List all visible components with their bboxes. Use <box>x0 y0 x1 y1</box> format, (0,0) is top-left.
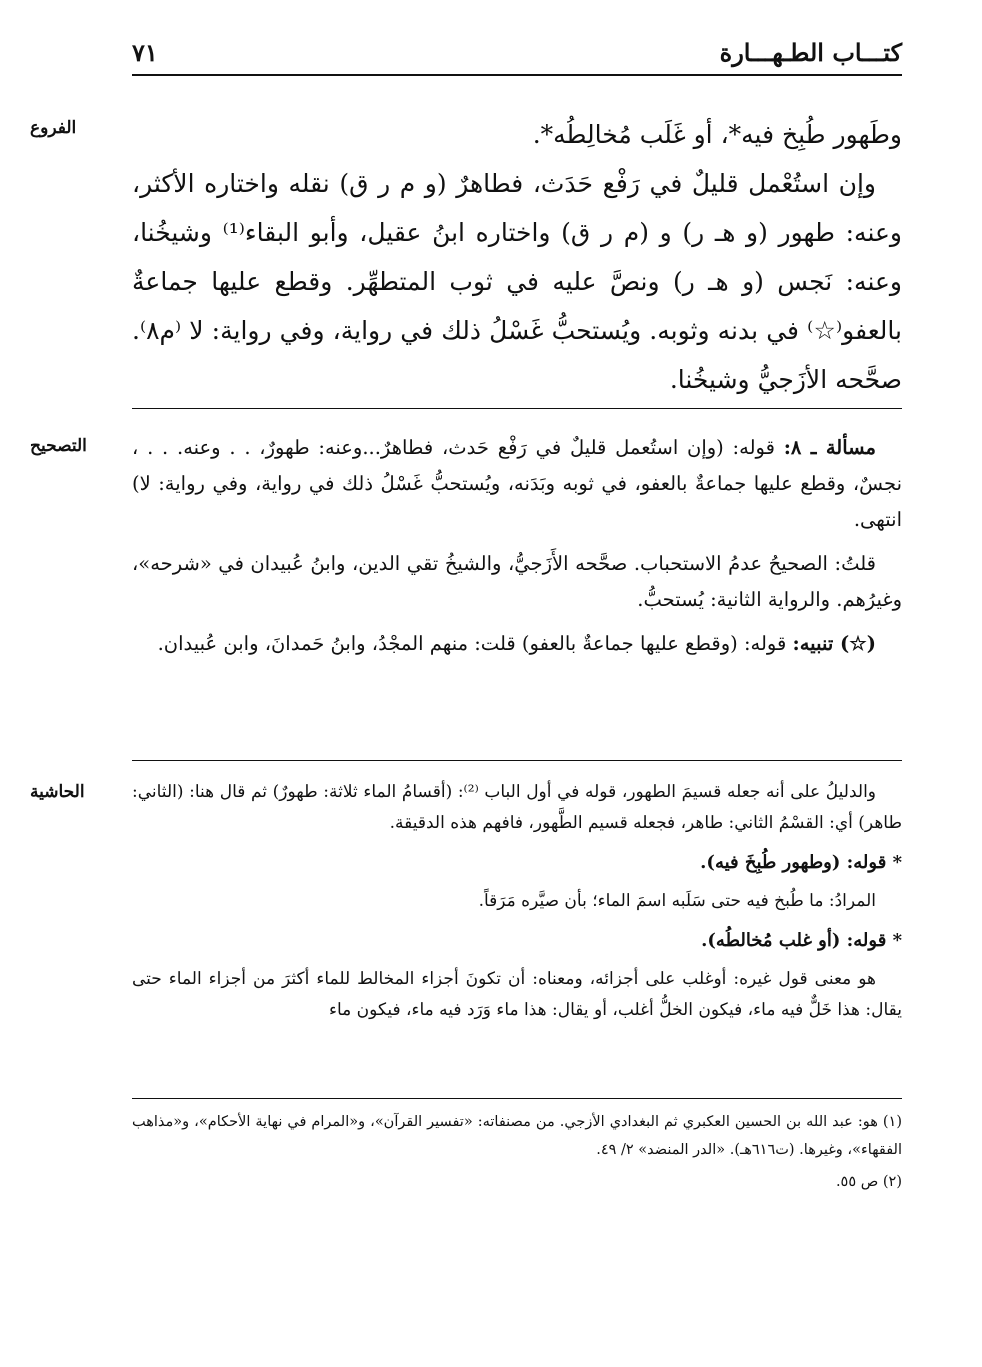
page-number: ٧١ <box>132 38 158 67</box>
footnote-1: (١) هو: عبد الله بن الحسين العكبري ثم البغدادي الأزجي. من مصنفاته: «تفسير القرآن»، و«المرام في نهاية الأحكام»، و«مذاهب الفقهاء»، وغيرها. (ت٦١٦هـ). «الدر المنضد» ٢/ ٤٩. <box>132 1114 902 1158</box>
masala-label: مسألة ـ ٨: <box>783 436 876 459</box>
main-paragraph-2: وإن استُعْمل قليلٌ في رَفْع حَدَث، فطاهرٌ (و م ر ق) نقله واختاره الأكثر، وعنه: طهور (و هـ ر) و (م ر ق) واختاره ابنُ عقيل، وأبو البقاء⁽¹⁾ وشيخُنا، وعنه: نَجس (و هـ ر) ونصَّ عليه في ثوب المتطهِّر. وقطع عليها جماعةٌ بالعفو⁽☆⁾ في بدنه وثوبه. ويُستحبُّ غَسْلُ ذلك في رواية، وفي رواية: لا ⁽م٨⁾. صحَّحه الأزَجيُّ وشيخُنا. <box>132 169 902 394</box>
book-title: كتـــاب الطـهـــارة <box>719 38 902 67</box>
tanbih-label: (☆) تنبيه: <box>792 632 876 655</box>
main-text <box>132 110 902 404</box>
main-line-1: وطَهور طُبِخ فيه*، أو غَلَب مُخالِطُه*. <box>532 120 902 149</box>
divider-footnotes <box>132 1098 902 1099</box>
tasheeh-paragraph-3 <box>132 626 902 662</box>
page-header <box>132 38 902 76</box>
tasheeh-paragraph-2: قلتُ: الصحيحُ عدمُ الاستحباب. صحَّحه الأَزَجيُّ، والشيخُ تقي الدين، وابنُ عُبيدان في «شرحه»، وغيرُهم. والرواية الثانية: يُستحبُّ. <box>132 552 902 611</box>
tasheeh-paragraph-1 <box>132 430 902 538</box>
tasheeh-text-3: قوله: (وقطع عليها جماعةٌ بالعفو) قلت: منهم المجْدُ، وابنُ حَمدانَ، وابن عُبيدان. <box>157 632 793 655</box>
tasheeh-section <box>132 430 902 670</box>
footnote-2: (٢) ص ٥٥. <box>835 1174 902 1190</box>
label-furu: الفروع <box>30 118 77 138</box>
hashiya-section <box>132 777 902 1034</box>
hashiya-paragraph-1: والدليلُ على أنه جعله قسيمَ الطهور، قوله في أول الباب ⁽²⁾: (أقسامُ الماء ثلاثة: طهورٌ) ثم قال هنا: (الثاني: طاهر) أي: القسْمُ الثاني: طاهر، فجعله قسيم الطَّهور، فافهم هذه الدقيقة. <box>132 782 902 833</box>
footnotes-section <box>132 1108 902 1200</box>
label-hashiya: الحاشية <box>30 782 85 802</box>
label-tasheeh: التصحيح <box>30 436 87 456</box>
hashiya-paragraph-2: المرادُ: ما طُبخ فيه حتى سَلَبه اسمَ الماء؛ بأن صيَّره مَرَقاً. <box>478 891 876 911</box>
hashiya-heading-1: * قوله: (وطهور طُبِخَ فيه). <box>700 852 902 873</box>
hashiya-heading-2: * قوله: (أو غلب مُخالطُه). <box>701 930 902 951</box>
tasheeh-text-1: قوله: (وإن استُعمل قليلٌ في رَفْع حَدث، فطاهرٌ...وعنه: طهورٌ، . . وعنه. . . ، نجسٌ، وقطع عليها جماعةٌ بالعفو، في ثوبه وبَدَنه، ويُستحبُّ غَسْلُ ذلك في رواية، وفي رواية: لا) انتهى. <box>132 436 902 531</box>
divider-tasheeh <box>132 760 902 761</box>
divider-main <box>132 408 902 409</box>
hashiya-paragraph-3: هو معنى قول غيره: أوغلب على أجزائه، ومعناه: أن تكونَ أجزاء المخالط للماء أكثرَ من أجزاء الماء حتى يقال: هذا خَلٌّ فيه ماء، فيكون الخلُّ أغلب، أو يقال: هذا ماء وَرَد فيه ماء، فيكون ماء <box>132 969 902 1020</box>
